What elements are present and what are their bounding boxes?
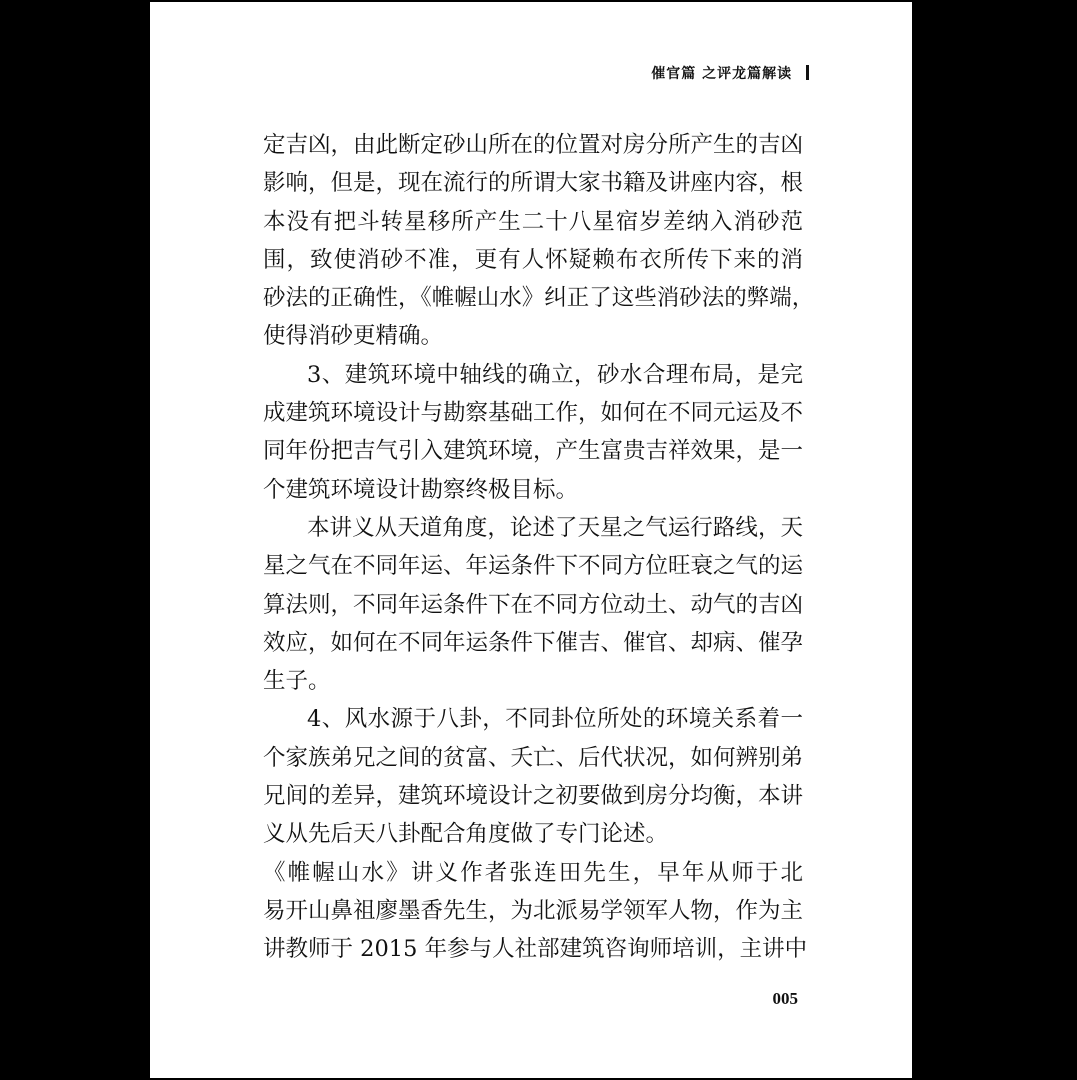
text-line: 算法则，不同年运条件下在不同方位动土、动气的吉凶 <box>263 591 804 618</box>
text-line: 3、建筑环境中轴线的确立，砂水合理布局，是完 <box>307 361 803 388</box>
text-line: 易开山鼻祖廖墨香先生，为北派易学领军人物，作为主 <box>263 897 804 924</box>
text-line: 同年份把吉气引入建筑环境，产生富贵吉祥效果，是一 <box>263 438 804 465</box>
text-line: 本讲义从天道角度，论述了天星之气运行路线，天 <box>307 514 803 541</box>
text-line: 讲教师于 2015 年参与人社部建筑咨询师培训，主讲中 <box>263 936 808 963</box>
text-line: 效应，如何在不同年运条件下催吉、催官、却病、催孕 <box>263 629 804 656</box>
text-line: 围，致使消砂不准，更有人怀疑赖布衣所传下来的消 <box>263 246 803 273</box>
text-line: 义从先后天八卦配合角度做了专门论述。 <box>263 821 669 848</box>
text-line: 兄间的差异，建筑环境设计之初要做到房分均衡，本讲 <box>263 783 804 810</box>
header-rule-mark <box>806 65 809 80</box>
body-text <box>263 126 815 969</box>
text-line: 使得消砂更精确。 <box>263 323 444 350</box>
text-line: 生子。 <box>263 668 331 695</box>
text-line: 成建筑环境设计与勘察基础工作，如何在不同元运及不 <box>263 400 804 427</box>
text-line: 定吉凶，由此断定砂山所在的位置对房分所产生的吉凶 <box>263 132 804 158</box>
text-line: 砂法的正确性，《帷幄山水》纠正了这些消砂法的弊端， <box>263 285 815 312</box>
running-header <box>651 63 809 83</box>
header-section-title: 之评龙篇解读 <box>702 66 793 82</box>
header-book-title: 催官篇 <box>651 66 697 82</box>
book-page <box>150 2 912 1078</box>
page-number: 005 <box>772 989 798 1008</box>
text-line: 个建筑环境设计勘察终极目标。 <box>263 476 579 503</box>
text-line: 《帷幄山水》讲义作者张连田先生，早年从师于北 <box>263 859 803 886</box>
text-line: 星之气在不同年运、年运条件下不同方位旺衰之气的运 <box>263 553 804 580</box>
text-line: 影响，但是，现在流行的所谓大家书籍及讲座内容，根 <box>263 170 804 197</box>
text-line: 本没有把斗转星移所产生二十八星宿岁差纳入消砂范 <box>263 208 803 235</box>
text-line: 个家族弟兄之间的贫富、夭亡、后代状况，如何辨别弟 <box>263 744 804 771</box>
text-line: 4、风水源于八卦，不同卦位所处的环境关系着一 <box>307 706 803 733</box>
